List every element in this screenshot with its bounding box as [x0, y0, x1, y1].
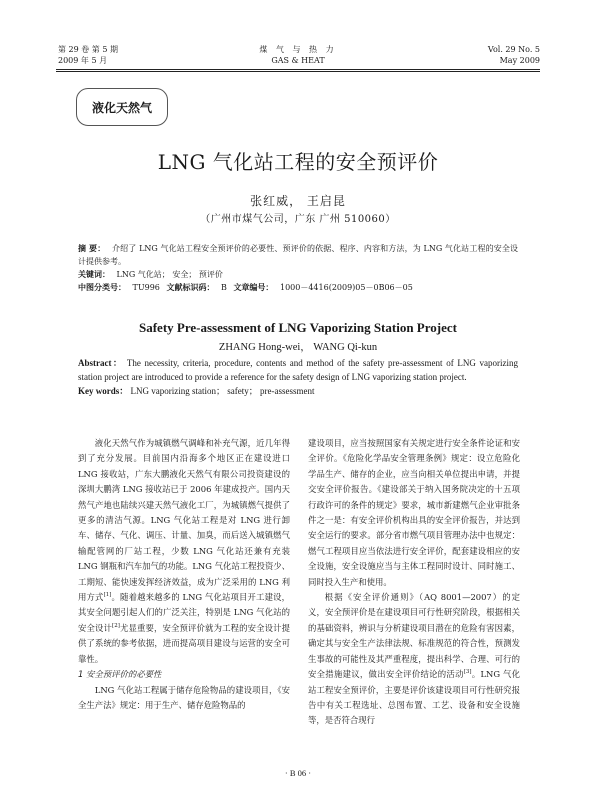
volume-issue: 第 29 卷 第 5 期	[58, 45, 118, 54]
paper-authors: 张红威， 王启昆	[250, 194, 346, 208]
intro-text-3: 尤显重要，安全预评价就为工程的安全设计提供了系统的参考依据，进而提高项目建设与运营的安全可靠性。	[78, 622, 291, 664]
english-authors: ZHANG Hong-wei， WANG Qi-kun	[218, 342, 378, 353]
intro-text-1: 液化天然气作为城镇燃气调峰和补充气源，近几年得到了充分发展。目前国内沿海多个地区正在建设进口 LNG 接收站，广东大鹏液化天然气有限公司投资建设的深圳大鹏湾 LNG 接收站已于 2006 年建成投产。国内天然气产地也陆续兴建天然气液化工厂，为城镇燃气提供了更多的清洁气源。LNG 气化站工程是对 LNG 进行卸车、储存、气化、调压、计量、加臭，而后送入城镇燃气输配管网的厂站工程，少数 LNG 气化站还兼有充装 LNG 钢瓶和汽车加气的功能。LNG 气化站工程投资少、工期短、能快速发挥经济效益，成为广泛采用的 LNG 利用方式	[78, 438, 290, 603]
definition-text-1: 根据《安全评价通则》（AQ 8001—2007）的定义，安全预评价是在建设项目可行性研究阶段，根据相关的基础资料，辨识与分析建设项目潜在的危险有害因素，确定其与安全生产法律法规、标准规范的符合性，预测发生事故的可能性及其严重程度，提出科学、合理、可行的安全措施建议，做出安全评价结论的活动	[308, 592, 520, 680]
citation-ref[interactable]: [2]	[112, 623, 120, 630]
paper-title: LNG 气化站工程的安全预评价	[157, 150, 439, 174]
abstract-cn-label: 摘 要：	[78, 244, 106, 253]
body-column-left	[78, 436, 290, 713]
header-rule-top	[56, 69, 540, 70]
keywords-cn-row	[78, 268, 518, 281]
classification-row	[78, 281, 518, 294]
section-heading: 1 安全预评价的必要性	[78, 669, 162, 680]
english-title: Safety Pre-assessment of LNG Vaporizing Station Project	[139, 320, 457, 335]
section1-paragraph: LNG 气化站工程属于储存危险物品的建设项目，《安全生产法》规定：用于生产、储存危险物品的	[78, 684, 290, 710]
keywords-en-text: LNG vaporizing station； safety； pre-assessment	[130, 386, 315, 396]
running-header-right	[488, 44, 540, 66]
abstract-en-body	[78, 356, 518, 384]
abstract-en	[78, 356, 518, 398]
abstract-cn-text: 介绍了 LNG 气化站工程安全预评价的必要性、预评价的依据、程序、内容和方法，为 LNG 气化站工程的安全设计提供参考。	[78, 244, 519, 266]
keywords-cn-label: 关键词：	[78, 270, 110, 279]
column-banner: 液化天然气	[76, 88, 168, 126]
abstract-cn	[78, 242, 518, 294]
publication-date-en: May 2009	[499, 56, 540, 65]
clc-value: TU996	[132, 283, 160, 292]
keywords-en-row	[78, 384, 518, 398]
journal-name-en: GAS & HEAT	[271, 56, 325, 65]
citation-ref[interactable]: [3]	[463, 669, 472, 676]
keywords-cn-text: LNG 气化站； 安全； 预评价	[116, 270, 223, 279]
header-rule-bottom	[56, 71, 540, 72]
journal-name-cn: 煤 气 与 热 力	[259, 45, 337, 54]
intro-text-2: 。随着越来越多的 LNG 气化站项目开工建设，其安全问题引起人们的广泛关注，特别是 LNG 气化站的安全设计	[78, 592, 291, 633]
page-number: · B 06 ·	[284, 768, 312, 778]
doc-code-value: B	[221, 283, 227, 292]
doc-code-label: 文献标识码：	[166, 283, 215, 292]
article-no-value: 1000－4416(2009)05－0B06－05	[279, 283, 413, 292]
definition-paragraph	[308, 590, 520, 729]
body-column-right	[308, 436, 520, 729]
intro-paragraph	[78, 436, 290, 667]
abstract-cn-body	[78, 242, 518, 268]
definition-text-2: 。LNG 气化站工程安全预评价，主要是评价该建设项目可行性研究报告中有关工程选址、总图布置、工艺、设备和安全设施等，是否符合现行	[308, 669, 521, 726]
abstract-en-label: Abstract：	[78, 358, 124, 368]
clc-label: 中图分类号：	[78, 283, 126, 292]
abstract-en-text: The necessity, criteria, procedure, contents and method of the safety pre-assessment of LNG vaporizing station project are introduced to provide a reference for the safety design of LNG vaporizing station project.	[78, 358, 518, 382]
volume-issue-en: Vol. 29 No. 5	[487, 45, 540, 54]
keywords-en-label: Key words：	[78, 386, 129, 396]
publication-date: 2009 年 5 月	[58, 56, 108, 65]
article-no-label: 文章编号：	[233, 283, 274, 292]
citation-ref[interactable]: [1]	[103, 592, 112, 599]
continued-paragraph: 建设项目，应当按照国家有关规定进行安全条件论证和安全评价。《危险化学品安全管理条例》规定：设立危险化学品生产、储存的企业，应当向相关单位提出申请，并提交安全评价报告。《建设部关于纳入国务院决定的十五项行政许可的条件的规定》要求，城市新建燃气企业审批条件之一是：有安全评价机构出具的安全评价报告，并达到安全运行的要求。部分省市燃气项目管理办法中也规定：燃气工程项目应当依法进行安全评价，配套建设相应的安全设施，安全设施应当与主体工程同时设计、同时施工、同时投入生产和使用。	[308, 438, 520, 587]
paper-affiliation: （广州市煤气公司，广东 广州 510060）	[200, 214, 396, 225]
